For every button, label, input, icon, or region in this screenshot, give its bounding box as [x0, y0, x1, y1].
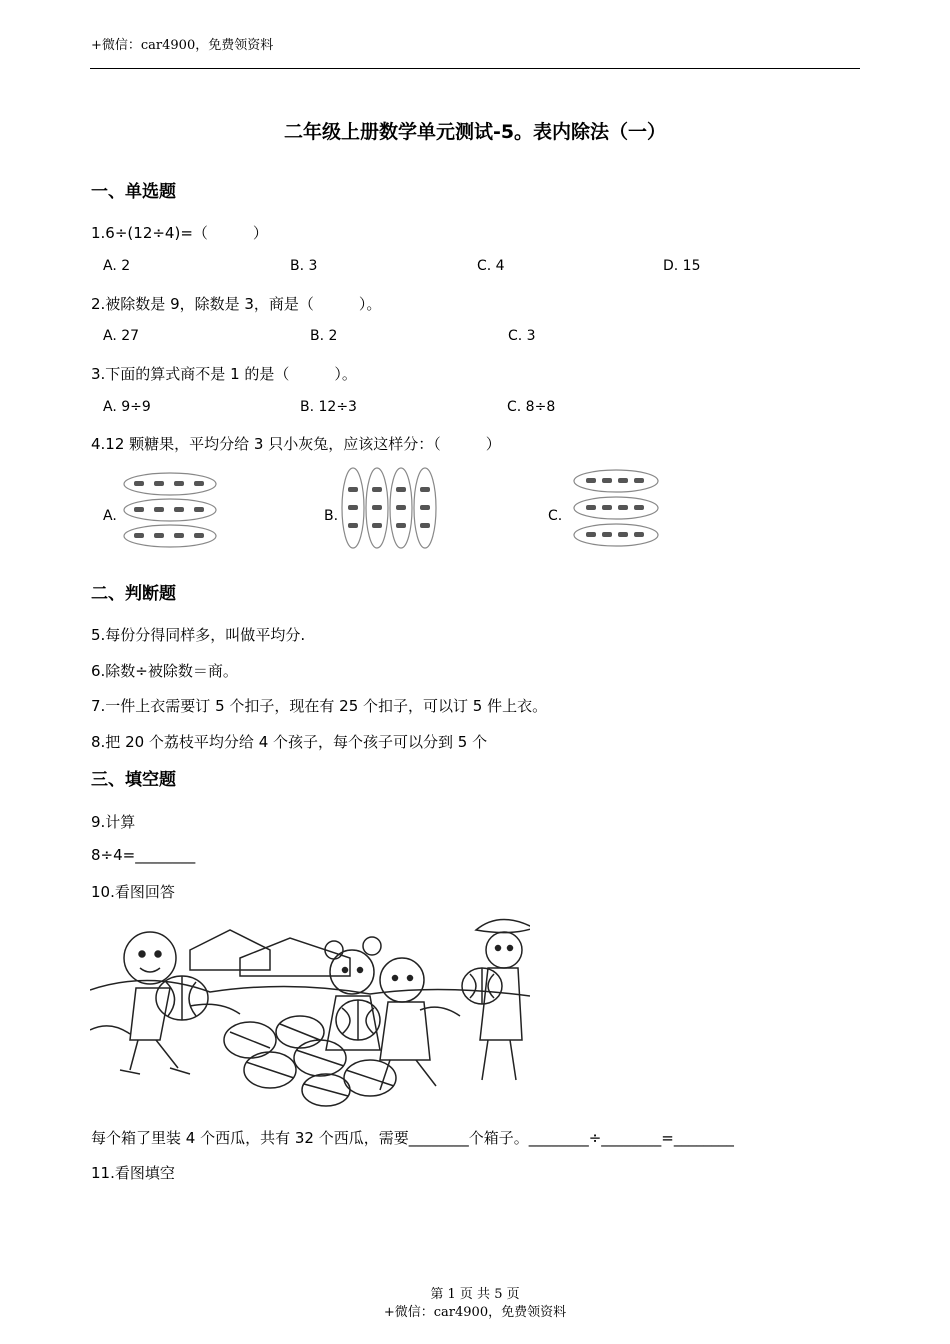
q4-option-b: B. — [324, 508, 339, 524]
q1-option-d: D. 15 — [663, 258, 701, 274]
children-watermelon-image — [90, 910, 530, 1120]
question-10: 10.看图回答 — [91, 883, 175, 901]
question-8: 8.把 20 个荔枝平均分给 4 个孩子，每个孩子可以分到 5 个 — [91, 733, 488, 751]
question-11: 11.看图填空 — [91, 1164, 175, 1182]
question-5: 5.每份分得同样多，叫做平均分. — [91, 626, 306, 644]
header-divider — [90, 68, 860, 69]
question-10-answer-line: 每个箱了里装 4 个西瓜，共有 32 个西瓜，需要________个箱子。________÷________=________ — [91, 1129, 734, 1147]
question-6: 6.除数÷被除数＝商。 — [91, 662, 238, 680]
q3-option-a: A. 9÷9 — [103, 399, 151, 415]
footer-note: +微信：car4900，免费领资料 — [383, 1305, 567, 1320]
section-heading-fill-in: 三、填空题 — [91, 770, 176, 790]
q1-option-a: A. 2 — [103, 258, 131, 274]
section-heading-true-false: 二、判断题 — [91, 584, 176, 604]
candy-groups-c-image — [570, 467, 662, 551]
q1-option-b: B. 3 — [290, 258, 318, 274]
page-number: 第 1 页 共 5 页 — [430, 1287, 520, 1302]
question-2: 2.被除数是 9，除数是 3，商是（ ）。 — [91, 295, 382, 313]
q2-option-c: C. 3 — [508, 328, 536, 344]
question-9: 9.计算 — [91, 813, 136, 831]
question-1: 1.6÷(12÷4)=（ ） — [91, 224, 268, 242]
q2-option-b: B. 2 — [310, 328, 338, 344]
question-4: 4.12 颗糖果，平均分给 3 只小灰兔，应该这样分：（ ） — [91, 435, 501, 453]
candy-groups-b-image — [340, 465, 440, 551]
candy-groups-a-image — [120, 470, 220, 550]
q4-option-a: A. — [103, 508, 117, 524]
section-heading-single-choice: 一、单选题 — [91, 182, 176, 202]
page-title: 二年级上册数学单元测试-5。表内除法（一） — [283, 121, 667, 143]
header-note: +微信：car4900，免费领资料 — [91, 38, 274, 53]
q1-option-c: C. 4 — [477, 258, 505, 274]
q3-option-b: B. 12÷3 — [300, 399, 357, 415]
question-3: 3.下面的算式商不是 1 的是（ ）。 — [91, 365, 357, 383]
question-9-expression: 8÷4=________ — [91, 846, 196, 864]
q2-option-a: A. 27 — [103, 328, 140, 344]
q3-option-c: C. 8÷8 — [507, 399, 556, 415]
q4-option-c: C. — [548, 508, 563, 524]
question-7: 7.一件上衣需要订 5 个扣子，现在有 25 个扣子，可以订 5 件上衣。 — [91, 697, 548, 715]
